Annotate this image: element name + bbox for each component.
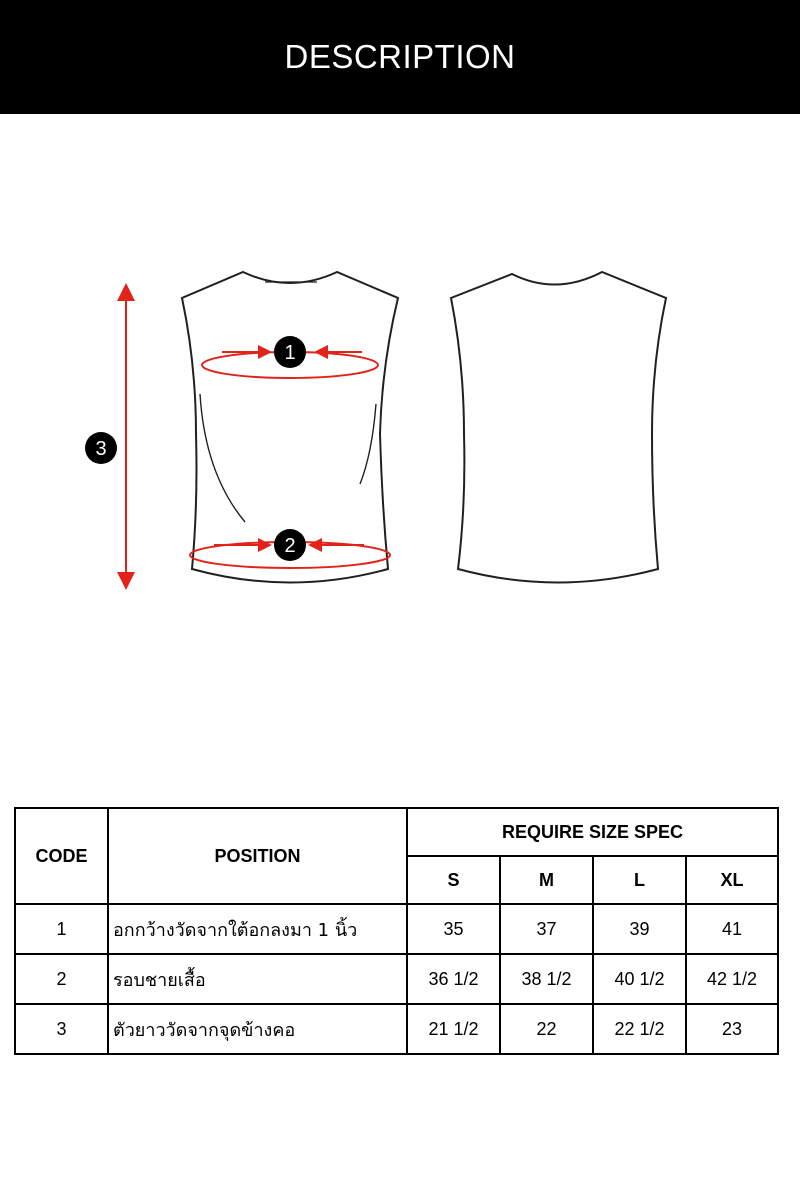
back-shirt-outline (451, 272, 666, 583)
row-value: 22 (500, 1004, 593, 1054)
row-code: 2 (15, 954, 108, 1004)
row-position: รอบชายเสื้อ (108, 954, 407, 1004)
table-row (15, 954, 778, 1004)
row-value: 22 1/2 (593, 1004, 686, 1054)
position-header: POSITION (108, 808, 407, 904)
row-value: 36 1/2 (407, 954, 500, 1004)
length-measurement (85, 283, 135, 590)
row-value: 41 (686, 904, 778, 954)
size-header-xl: XL (686, 856, 778, 904)
row-value: 23 (686, 1004, 778, 1054)
size-header-s: S (407, 856, 500, 904)
marker-1-label: 1 (284, 342, 296, 364)
code-header: CODE (15, 808, 108, 904)
size-spec-table (14, 807, 779, 1055)
header-bar (0, 0, 800, 114)
marker-3-label: 3 (95, 438, 107, 460)
row-position: อกกว้างวัดจากใต้อกลงมา 1 นิ้ว (108, 904, 407, 954)
row-value: 21 1/2 (407, 1004, 500, 1054)
row-code: 3 (15, 1004, 108, 1054)
row-value: 35 (407, 904, 500, 954)
table-row (15, 1004, 778, 1054)
row-value: 37 (500, 904, 593, 954)
row-value: 42 1/2 (686, 954, 778, 1004)
garment-diagram (0, 114, 800, 804)
row-code: 1 (15, 904, 108, 954)
row-value: 40 1/2 (593, 954, 686, 1004)
size-header-l: L (593, 856, 686, 904)
marker-2-label: 2 (284, 535, 296, 557)
size-header-m: M (500, 856, 593, 904)
row-position: ตัวยาววัดจากจุดข้างคอ (108, 1004, 407, 1054)
row-value: 39 (593, 904, 686, 954)
table-row (15, 904, 778, 954)
page-title: DESCRIPTION (284, 38, 516, 75)
size-spec-header: REQUIRE SIZE SPEC (407, 808, 778, 856)
row-value: 38 1/2 (500, 954, 593, 1004)
